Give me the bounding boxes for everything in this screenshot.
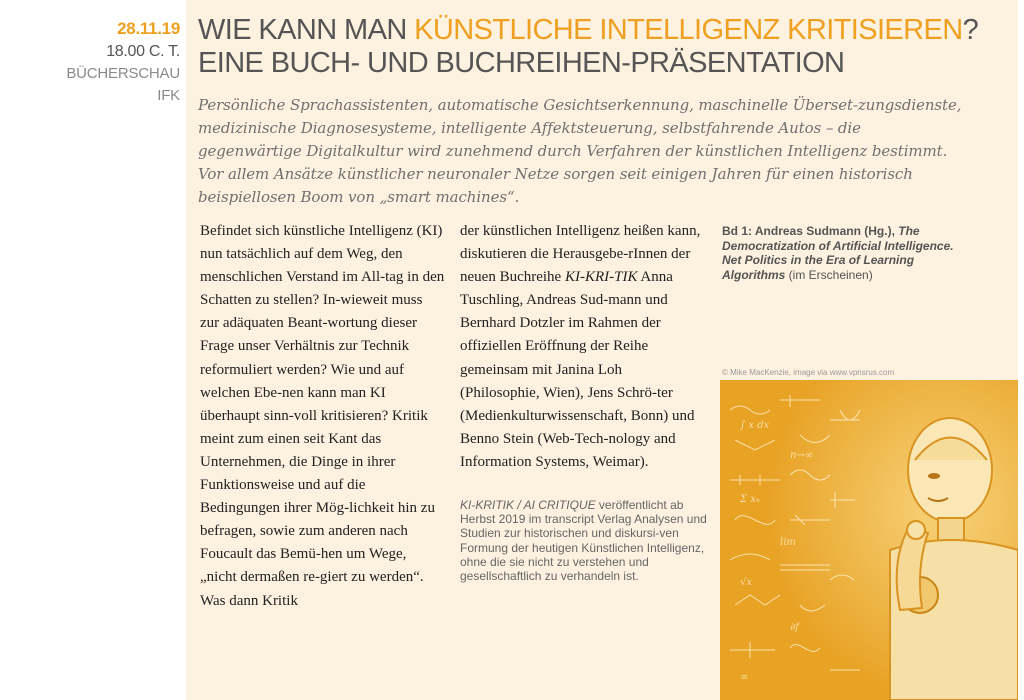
body-column-1: Befindet sich künstliche Intelligenz (KI) nun tatsächlich auf dem Weg, den menschlichen Verstand im All-tag in den Schatten zu stellen? In-wieweit muss zur adäquaten Beant-wortung dieser Frage unser Verhältnis zur Technik reformuliert werden? Wie und auf welchen Ebe-nen kann man KI überhaupt sinn-voll kritisieren? Kritik meint zum einen seit Kant das Unternehmen, die Dinge in ihrer Funktionsweise und auf die Bedingungen ihrer Mög-lichkeit hin zu befragen, sowie zum anderen nach Foucault das Bemü-hen um Wege, „nicht dermaßen re-giert zu werden“. Was dann Kritik: [200, 223, 445, 609]
series-name: KI-KRI-TIK: [564, 269, 638, 286]
event-date: 28.11.19: [117, 19, 180, 38]
lead-paragraph: Persönliche Sprachassistenten, automatische Gesichtserkennung, maschinelle Überset-zungsdienste, medizinische Diagnosesysteme, intelligente Affektsteuerung, selbstfahrende Autos – die gegenwärtige Digitalkultur wird zunehmend durch Verfahren der künstlichen Intelligenz bestimmt. Vor allem Ansätze künstlicher neuronaler Netze sorgen seit einigen Jahren für einen historisch beispiellosen Boom von „smart machines“.: [198, 96, 962, 206]
note-text: veröffentlicht ab Herbst 2019 im transcript Verlag Analysen und Studien zur historischen und diskursi-ven Formung der heutigen Künstlichen Intelligenz, ohne die sie nicht zu verstehen und gesellschaftlich zu verhandeln ist.: [460, 498, 707, 584]
image-credit: © Mike MacKenzie, image via www.vpnsrus.com: [722, 368, 895, 377]
event-time: 18.00 C. T.: [106, 43, 180, 60]
body-col2-b: Anna Tuschling, Andreas Sud-mann und Bernhard Dotzler im Rahmen der offiziellen Eröffnung der Reihe gemeinsam mit Janina Loh (Philosophie, Wien), Jens Schrö-ter (Medienkulturwissenschaft, Bonn) und Benno Stein (Web-Tech-nology and Information Systems, Weimar).: [460, 269, 695, 470]
svg-text:n→∞: n→∞: [790, 450, 814, 461]
title-line2: EINE BUCH- UND BUCHREIHEN-PRÄSENTATION: [198, 47, 845, 79]
event-meta: [0, 18, 180, 107]
body-column-2: [460, 220, 705, 474]
event-institution: IFK: [157, 87, 180, 104]
svg-text:lim: lim: [780, 537, 796, 548]
svg-text:∫ x dx: ∫ x dx: [740, 420, 770, 431]
note-series: KI-KRITIK / AI CRITIQUE: [460, 498, 596, 512]
body-col2-a: der künstlichen Intelligenz heißen kann, diskutieren die Herausgebe-rInnen der neuen Buchreihe: [460, 223, 701, 286]
book-status: (im Erscheinen): [785, 267, 873, 282]
robot-image: [720, 380, 1018, 700]
title-part2: ?: [962, 14, 979, 46]
page-title: [198, 14, 1018, 80]
title-part1: WIE KANN MAN: [198, 14, 415, 46]
svg-text:∞: ∞: [740, 672, 749, 683]
event-category: BÜCHERSCHAU: [66, 65, 180, 82]
right-margin: [1018, 0, 1024, 700]
book-info: [722, 224, 972, 282]
svg-text:√x: √x: [740, 577, 753, 588]
title-highlight: KÜNSTLICHE INTELLIGENZ KRITISIEREN: [414, 14, 963, 46]
book-title: The Democratization of Artificial Intelligence. Net Politics in the Era of Learning Algorithms: [722, 224, 954, 282]
svg-text:∂f: ∂f: [790, 622, 799, 633]
robot-illustration: [720, 380, 1018, 700]
series-note: [460, 498, 710, 583]
svg-text:Σ xₙ: Σ xₙ: [740, 494, 760, 505]
book-label: Bd 1: Andreas Sudmann (Hg.),: [722, 224, 895, 238]
